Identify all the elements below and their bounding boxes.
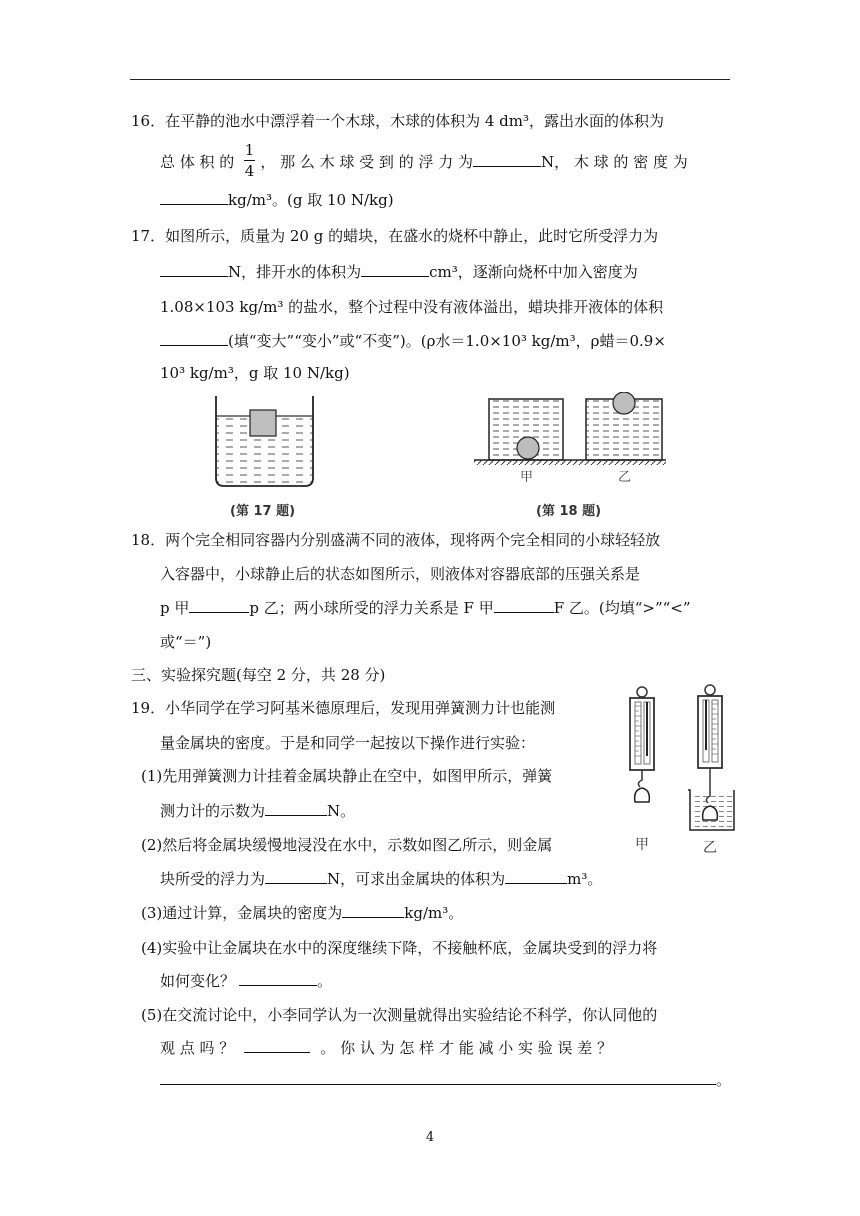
figure-17-beaker-diagram [210,394,320,490]
figure-18-caption: (第 18 题) [536,504,602,519]
fraction-one-quarter [244,141,255,180]
q16-line1: 16．在平静的池水中漂浮着一个木球，木球的体积为 4 dm³，露出水面的体积为 [131,112,665,130]
spring-scale-jia [630,687,654,802]
label-yi-19: 乙 [703,840,717,856]
q17-text: cm³，逐渐向烧杯中加入密度为 [429,263,638,281]
answer-blank[interactable] [505,869,567,884]
figure-17-caption: (第 17 题) [230,504,296,519]
fraction-denominator: 4 [244,162,255,180]
q19-part4-line2 [160,971,332,991]
answer-blank[interactable] [473,152,541,167]
q16-text: N， 木 球 的 密 度 为 [541,153,688,171]
q16-text: ， 那 么 木 球 受 到 的 浮 力 为 [260,153,473,171]
q19-text: 。 你 认 为 怎 样 才 能 减 小 实 验 误 差 ？ [320,1039,613,1057]
q19-line1: 19．小华同学在学习阿基米德原理后，发现用弹簧测力计也能测 [131,699,556,717]
answer-blank[interactable] [160,190,228,205]
answer-blank[interactable] [160,262,228,277]
label-yi: 乙 [618,470,632,485]
label-jia: 甲 [520,470,534,485]
answer-blank[interactable] [244,1038,310,1053]
q18-line2: 入容器中，小球静止后的状态如图所示，则液体对容器底部的压强关系是 [160,565,641,583]
ball-jia [517,437,539,459]
q17-line1: 17．如图所示，质量为 20 g 的蜡块，在盛水的烧杯中静止，此时它所受浮力为 [131,227,659,245]
fraction-bar [244,160,255,161]
q18-text: F 乙。(均填“>”“<” [553,599,691,617]
q19-part5-line2 [160,1038,612,1058]
q19-text: 块所受的浮力为 [160,870,266,888]
q18-text: p 乙；两小球所受的浮力关系是 F 甲 [249,599,494,617]
answer-blank[interactable] [265,801,327,816]
q19-text: 如何变化？ [160,972,236,990]
q19-part1-line1: (1)先用弹簧测力计挂着金属块静止在空中，如图甲所示，弹簧 [141,767,553,785]
answer-blank[interactable] [361,262,429,277]
q19-text: (3)通过计算，金属块的密度为 [141,904,343,922]
q19-part1-line2 [160,801,355,821]
q19-part2-line2 [160,869,602,889]
label-jia-19: 甲 [635,837,649,853]
figure-19-spring-scale-diagram [622,684,748,854]
q19-part5-line3 [160,1070,731,1090]
q18-line1: 18．两个完全相同容器内分别盛满不同的液体，现将两个完全相同的小球轻轻放 [131,531,661,549]
page-number: 4 [425,1130,435,1145]
q19-text: 测力计的示数为 [160,802,266,820]
answer-blank-long[interactable] [160,1070,716,1085]
q19-part3 [141,903,463,923]
header-rule [130,79,730,80]
q19-line2: 量金属块的密度。于是和同学一起按以下操作进行实验： [160,734,536,752]
q18-line3 [160,598,691,618]
answer-blank[interactable] [160,331,228,346]
q17-line2 [160,262,638,282]
q17-line3: 1.08×103 kg/m³ 的盐水，整个过程中没有液体溢出，蜡块排开液体的体积 [160,298,664,316]
q19-text: N。 [327,802,356,820]
answer-blank[interactable] [342,903,404,918]
q19-text: N，可求出金属块的体积为 [327,870,506,888]
q19-text: 观 点 吗 ？ [160,1039,235,1057]
figure-18-containers-diagram [472,392,668,470]
q19-text: kg/m³。 [404,904,464,922]
q17-line4 [160,331,666,351]
q18-line4: 或“＝”) [160,633,212,651]
fraction-numerator: 1 [244,141,255,159]
section-heading: 三、实验探究题(每空 2 分，共 28 分) [131,666,386,684]
q19-text: m³。 [567,870,603,888]
answer-blank[interactable] [494,598,554,613]
q19-part4-line1: (4)实验中让金属块在水中的深度继续下降，不接触杯底，金属块受到的浮力将 [141,939,658,957]
ball-yi [613,392,635,414]
q16-line3 [160,190,394,210]
answer-blank[interactable] [189,598,249,613]
q16-text: 总 体 积 的 [160,153,235,171]
wax-block [250,410,276,436]
q19-text: 。 [716,1071,732,1089]
q18-text: p 甲 [160,599,190,617]
answer-blank[interactable] [265,869,327,884]
q19-part2-line1: (2)然后将金属块缓慢地浸没在水中，示数如图乙所示，则金属 [141,836,553,854]
q17-text: N，排开水的体积为 [228,263,362,281]
q19-part5-line1: (5)在交流讨论中，小李同学认为一次测量就得出实验结论不科学，你认同他的 [141,1006,658,1024]
answer-blank[interactable] [239,971,317,986]
q17-line5: 10³ kg/m³，g 取 10 N/kg) [160,364,350,382]
q16-line2 [160,152,688,172]
spring-scale-yi [688,685,734,830]
q16-text: kg/m³。(g 取 10 N/kg) [228,191,394,209]
q19-text: 。 [317,972,333,990]
q17-text: (填“变大”“变小”或“不变”)。(ρ水＝1.0×10³ kg/m³，ρ蜡＝0.9× [228,332,666,350]
